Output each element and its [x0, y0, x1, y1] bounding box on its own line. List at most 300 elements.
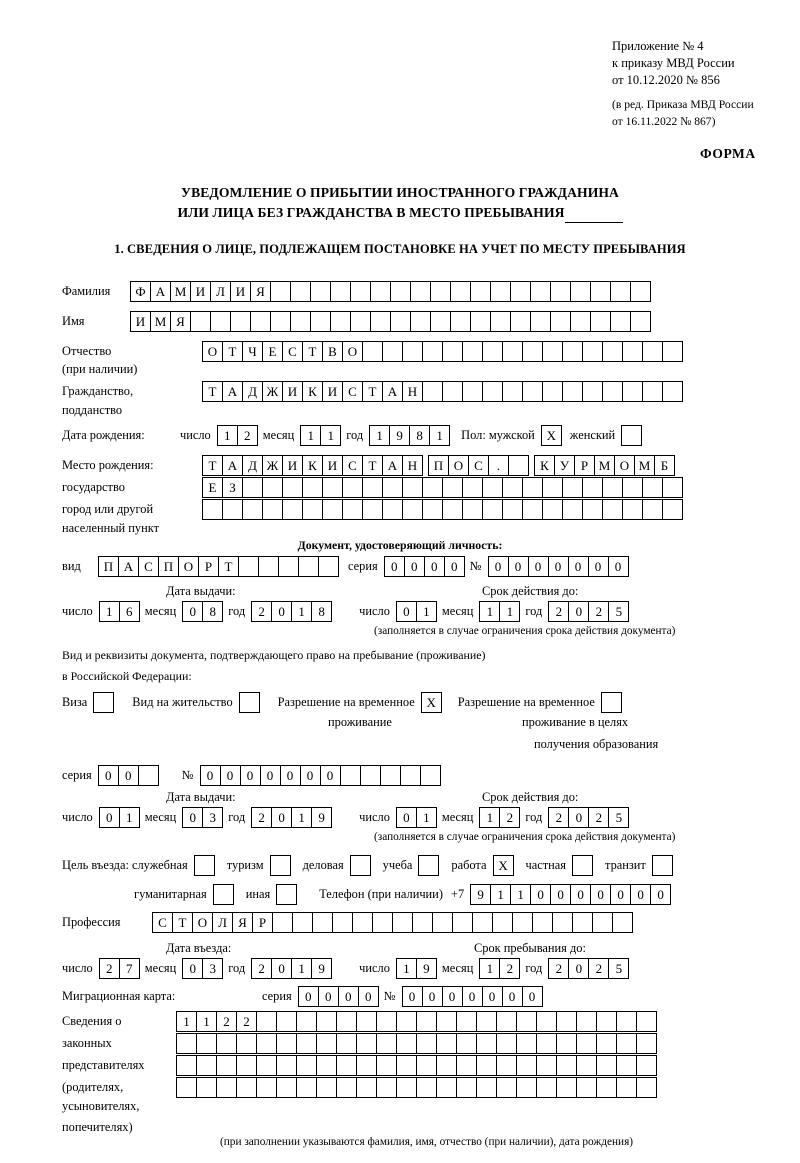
cell[interactable]: [380, 765, 401, 786]
cell[interactable]: [470, 311, 491, 332]
cell[interactable]: 2: [588, 807, 609, 828]
cell[interactable]: [662, 341, 683, 362]
cell[interactable]: [176, 1077, 197, 1098]
cell[interactable]: 1: [196, 1011, 217, 1032]
cell[interactable]: [290, 311, 311, 332]
cell[interactable]: [292, 912, 313, 933]
id-doc-series-input[interactable]: [384, 556, 464, 577]
stay-doc-valid-year-input[interactable]: [548, 807, 628, 828]
cell[interactable]: 1: [499, 601, 520, 622]
cell[interactable]: [596, 1011, 617, 1032]
stay-month-input[interactable]: [479, 958, 519, 979]
birth-place-line-1[interactable]: [202, 455, 674, 476]
cell[interactable]: [276, 1033, 297, 1054]
entry-day-input[interactable]: [99, 958, 139, 979]
cell[interactable]: 0: [570, 884, 591, 905]
cell[interactable]: [490, 311, 511, 332]
cell[interactable]: [342, 499, 363, 520]
cell[interactable]: 1: [369, 425, 390, 446]
cell[interactable]: 2: [99, 958, 120, 979]
cell[interactable]: И: [282, 381, 303, 402]
cell[interactable]: [216, 1077, 237, 1098]
cell[interactable]: [562, 381, 583, 402]
legal-reps-row-3[interactable]: [176, 1055, 656, 1076]
cell[interactable]: [402, 499, 423, 520]
cell[interactable]: [316, 1011, 337, 1032]
purpose-humanitarian-checkbox[interactable]: [213, 884, 234, 905]
cell[interactable]: [412, 912, 433, 933]
cell[interactable]: И: [130, 311, 151, 332]
birth-year-input[interactable]: [369, 425, 449, 446]
cell[interactable]: [622, 499, 643, 520]
cell[interactable]: 0: [444, 556, 465, 577]
sex-male-checkbox[interactable]: Х: [541, 425, 562, 446]
cell[interactable]: [516, 1077, 537, 1098]
cell[interactable]: [456, 1055, 477, 1076]
cell[interactable]: 0: [588, 556, 609, 577]
cell[interactable]: [370, 281, 391, 302]
cell[interactable]: 0: [318, 986, 339, 1007]
cell[interactable]: 0: [260, 765, 281, 786]
cell[interactable]: [576, 1011, 597, 1032]
cell[interactable]: [272, 912, 293, 933]
cell[interactable]: 1: [291, 958, 312, 979]
cell[interactable]: [382, 477, 403, 498]
cell[interactable]: [258, 556, 279, 577]
cell[interactable]: 0: [528, 556, 549, 577]
cell[interactable]: [336, 1077, 357, 1098]
cell[interactable]: [416, 1033, 437, 1054]
cell[interactable]: [390, 281, 411, 302]
cell[interactable]: [420, 765, 441, 786]
cell[interactable]: [476, 1055, 497, 1076]
cell[interactable]: 0: [610, 884, 631, 905]
cell[interactable]: [356, 1077, 377, 1098]
cell[interactable]: У: [554, 455, 575, 476]
cell[interactable]: 1: [291, 601, 312, 622]
cell[interactable]: 1: [320, 425, 341, 446]
stay-year-input[interactable]: [548, 958, 628, 979]
cell[interactable]: 0: [358, 986, 379, 1007]
temp-residence-checkbox[interactable]: Х: [421, 692, 442, 713]
cell[interactable]: [492, 912, 513, 933]
cell[interactable]: [522, 341, 543, 362]
cell[interactable]: [222, 499, 243, 520]
citizenship-input[interactable]: [202, 381, 682, 402]
cell[interactable]: [530, 281, 551, 302]
cell[interactable]: 0: [650, 884, 671, 905]
cell[interactable]: А: [222, 381, 243, 402]
cell[interactable]: [642, 499, 663, 520]
cell[interactable]: 0: [396, 807, 417, 828]
cell[interactable]: [642, 381, 663, 402]
cell[interactable]: [470, 281, 491, 302]
cell[interactable]: 0: [200, 765, 221, 786]
cell[interactable]: [490, 281, 511, 302]
cell[interactable]: 3: [202, 807, 223, 828]
cell[interactable]: 0: [298, 986, 319, 1007]
purpose-private-checkbox[interactable]: [572, 855, 593, 876]
cell[interactable]: 0: [488, 556, 509, 577]
cell[interactable]: [302, 499, 323, 520]
cell[interactable]: [502, 381, 523, 402]
cell[interactable]: [436, 1033, 457, 1054]
cell[interactable]: 8: [202, 601, 223, 622]
cell[interactable]: 9: [389, 425, 410, 446]
cell[interactable]: [596, 1055, 617, 1076]
cell[interactable]: [436, 1011, 457, 1032]
cell[interactable]: [262, 499, 283, 520]
cell[interactable]: [662, 381, 683, 402]
entry-month-input[interactable]: [182, 958, 222, 979]
cell[interactable]: [138, 765, 159, 786]
cell[interactable]: [496, 1033, 517, 1054]
cell[interactable]: [616, 1011, 637, 1032]
cell[interactable]: [372, 912, 393, 933]
cell[interactable]: [596, 1033, 617, 1054]
purpose-other-checkbox[interactable]: [276, 884, 297, 905]
cell[interactable]: А: [150, 281, 171, 302]
cell[interactable]: [430, 311, 451, 332]
cell[interactable]: [576, 1077, 597, 1098]
cell[interactable]: 0: [508, 556, 529, 577]
cell[interactable]: О: [192, 912, 213, 933]
cell[interactable]: 0: [630, 884, 651, 905]
cell[interactable]: Т: [218, 556, 239, 577]
cell[interactable]: [456, 1011, 477, 1032]
cell[interactable]: [310, 281, 331, 302]
cell[interactable]: 2: [216, 1011, 237, 1032]
cell[interactable]: Н: [402, 381, 423, 402]
cell[interactable]: [462, 381, 483, 402]
cell[interactable]: [442, 477, 463, 498]
cell[interactable]: [376, 1055, 397, 1076]
cell[interactable]: [376, 1033, 397, 1054]
cell[interactable]: 1: [416, 807, 437, 828]
cell[interactable]: [236, 1077, 257, 1098]
cell[interactable]: Д: [242, 381, 263, 402]
sex-female-checkbox[interactable]: [621, 425, 642, 446]
cell[interactable]: 0: [482, 986, 503, 1007]
cell[interactable]: [296, 1033, 317, 1054]
cell[interactable]: [256, 1033, 277, 1054]
stay-doc-valid-day-input[interactable]: [396, 807, 436, 828]
cell[interactable]: Е: [202, 477, 223, 498]
cell[interactable]: [616, 1033, 637, 1054]
cell[interactable]: 0: [502, 986, 523, 1007]
cell[interactable]: С: [282, 341, 303, 362]
cell[interactable]: 0: [608, 556, 629, 577]
id-doc-valid-year-input[interactable]: [548, 601, 628, 622]
cell[interactable]: 0: [220, 765, 241, 786]
cell[interactable]: 0: [404, 556, 425, 577]
cell[interactable]: [316, 1077, 337, 1098]
cell[interactable]: [196, 1077, 217, 1098]
cell[interactable]: [570, 311, 591, 332]
cell[interactable]: [542, 341, 563, 362]
cell[interactable]: 0: [568, 958, 589, 979]
cell[interactable]: [336, 1011, 357, 1032]
cell[interactable]: [282, 477, 303, 498]
cell[interactable]: М: [634, 455, 655, 476]
cell[interactable]: [302, 477, 323, 498]
cell[interactable]: Б: [654, 455, 675, 476]
cell[interactable]: [582, 341, 603, 362]
cell[interactable]: 0: [568, 556, 589, 577]
cell[interactable]: [642, 477, 663, 498]
cell[interactable]: [216, 1055, 237, 1076]
cell[interactable]: 0: [271, 601, 292, 622]
cell[interactable]: 0: [182, 807, 203, 828]
cell[interactable]: [296, 1055, 317, 1076]
cell[interactable]: [542, 477, 563, 498]
cell[interactable]: [270, 281, 291, 302]
cell[interactable]: 0: [271, 807, 292, 828]
cell[interactable]: О: [342, 341, 363, 362]
profession-input[interactable]: [152, 912, 632, 933]
cell[interactable]: [416, 1011, 437, 1032]
id-doc-valid-month-input[interactable]: [479, 601, 519, 622]
legal-reps-row-2[interactable]: [176, 1033, 656, 1054]
cell[interactable]: [410, 311, 431, 332]
stay-doc-day-input[interactable]: [99, 807, 139, 828]
cell[interactable]: 1: [291, 807, 312, 828]
cell[interactable]: [376, 1077, 397, 1098]
cell[interactable]: [256, 1055, 277, 1076]
cell[interactable]: [502, 499, 523, 520]
cell[interactable]: [402, 477, 423, 498]
cell[interactable]: [422, 477, 443, 498]
cell[interactable]: Т: [362, 381, 383, 402]
id-doc-number-input[interactable]: [488, 556, 628, 577]
cell[interactable]: [330, 281, 351, 302]
cell[interactable]: С: [468, 455, 489, 476]
cell[interactable]: Р: [574, 455, 595, 476]
cell[interactable]: [536, 1055, 557, 1076]
cell[interactable]: М: [150, 311, 171, 332]
cell[interactable]: 5: [608, 958, 629, 979]
cell[interactable]: [296, 1077, 317, 1098]
cell[interactable]: [416, 1077, 437, 1098]
cell[interactable]: 0: [548, 556, 569, 577]
cell[interactable]: 0: [320, 765, 341, 786]
cell[interactable]: 1: [217, 425, 238, 446]
cell[interactable]: [442, 381, 463, 402]
cell[interactable]: 9: [470, 884, 491, 905]
cell[interactable]: 2: [548, 958, 569, 979]
cell[interactable]: 1: [479, 601, 500, 622]
birth-day-input[interactable]: [217, 425, 257, 446]
cell[interactable]: [362, 477, 383, 498]
cell[interactable]: [562, 341, 583, 362]
cell[interactable]: [276, 1011, 297, 1032]
cell[interactable]: [262, 477, 283, 498]
purpose-tourism-checkbox[interactable]: [270, 855, 291, 876]
cell[interactable]: [610, 311, 631, 332]
cell[interactable]: 0: [118, 765, 139, 786]
cell[interactable]: [556, 1077, 577, 1098]
cell[interactable]: 0: [590, 884, 611, 905]
cell[interactable]: [522, 381, 543, 402]
cell[interactable]: [298, 556, 319, 577]
cell[interactable]: 7: [119, 958, 140, 979]
cell[interactable]: Д: [242, 455, 263, 476]
purpose-study-checkbox[interactable]: [418, 855, 439, 876]
cell[interactable]: [516, 1011, 537, 1032]
cell[interactable]: [270, 311, 291, 332]
cell[interactable]: [276, 1077, 297, 1098]
cell[interactable]: [536, 1011, 557, 1032]
cell[interactable]: О: [178, 556, 199, 577]
cell[interactable]: 1: [176, 1011, 197, 1032]
cell[interactable]: [400, 765, 421, 786]
cell[interactable]: [296, 1011, 317, 1032]
cell[interactable]: Л: [210, 281, 231, 302]
cell[interactable]: [612, 912, 633, 933]
stay-doc-number-input[interactable]: [200, 765, 440, 786]
cell[interactable]: 0: [396, 601, 417, 622]
cell[interactable]: 1: [429, 425, 450, 446]
cell[interactable]: 1: [119, 807, 140, 828]
cell[interactable]: [592, 912, 613, 933]
cell[interactable]: [310, 311, 331, 332]
cell[interactable]: 0: [402, 986, 423, 1007]
cell[interactable]: [432, 912, 453, 933]
cell[interactable]: [450, 311, 471, 332]
cell[interactable]: [356, 1011, 377, 1032]
cell[interactable]: [482, 477, 503, 498]
cell[interactable]: Т: [222, 341, 243, 362]
cell[interactable]: И: [282, 455, 303, 476]
cell[interactable]: [476, 1033, 497, 1054]
cell[interactable]: [502, 477, 523, 498]
cell[interactable]: А: [222, 455, 243, 476]
edu-residence-checkbox[interactable]: [601, 692, 622, 713]
cell[interactable]: 0: [338, 986, 359, 1007]
id-doc-month-input[interactable]: [182, 601, 222, 622]
cell[interactable]: 0: [99, 807, 120, 828]
cell[interactable]: [570, 281, 591, 302]
cell[interactable]: [242, 499, 263, 520]
cell[interactable]: [356, 1055, 377, 1076]
cell[interactable]: [532, 912, 553, 933]
cell[interactable]: [422, 381, 443, 402]
cell[interactable]: 0: [300, 765, 321, 786]
cell[interactable]: 0: [424, 556, 445, 577]
cell[interactable]: [556, 1011, 577, 1032]
cell[interactable]: К: [302, 381, 323, 402]
cell[interactable]: [510, 281, 531, 302]
cell[interactable]: [502, 341, 523, 362]
cell[interactable]: О: [614, 455, 635, 476]
cell[interactable]: [382, 499, 403, 520]
cell[interactable]: [462, 499, 483, 520]
cell[interactable]: [496, 1055, 517, 1076]
cell[interactable]: И: [190, 281, 211, 302]
cell[interactable]: С: [342, 455, 363, 476]
phone-input[interactable]: [470, 884, 670, 905]
cell[interactable]: [210, 311, 231, 332]
cell[interactable]: [550, 281, 571, 302]
cell[interactable]: [472, 912, 493, 933]
cell[interactable]: [522, 499, 543, 520]
cell[interactable]: [476, 1077, 497, 1098]
cell[interactable]: 2: [588, 601, 609, 622]
cell[interactable]: О: [202, 341, 223, 362]
purpose-business-checkbox[interactable]: [350, 855, 371, 876]
cell[interactable]: 8: [409, 425, 430, 446]
cell[interactable]: [250, 311, 271, 332]
cell[interactable]: 1: [479, 807, 500, 828]
cell[interactable]: [450, 281, 471, 302]
cell[interactable]: 0: [271, 958, 292, 979]
cell[interactable]: [190, 311, 211, 332]
cell[interactable]: М: [594, 455, 615, 476]
cell[interactable]: 0: [568, 601, 589, 622]
cell[interactable]: [376, 1011, 397, 1032]
cell[interactable]: 2: [251, 958, 272, 979]
cell[interactable]: 5: [608, 601, 629, 622]
cell[interactable]: 0: [182, 958, 203, 979]
cell[interactable]: [396, 1033, 417, 1054]
cell[interactable]: [282, 499, 303, 520]
cell[interactable]: [452, 912, 473, 933]
cell[interactable]: И: [230, 281, 251, 302]
cell[interactable]: [340, 765, 361, 786]
cell[interactable]: Р: [252, 912, 273, 933]
cell[interactable]: [662, 477, 683, 498]
cell[interactable]: [556, 1055, 577, 1076]
cell[interactable]: [360, 765, 381, 786]
cell[interactable]: 0: [550, 884, 571, 905]
cell[interactable]: [602, 341, 623, 362]
cell[interactable]: 0: [384, 556, 405, 577]
cell[interactable]: [616, 1055, 637, 1076]
cell[interactable]: [230, 311, 251, 332]
patronymic-input[interactable]: [202, 341, 682, 362]
cell[interactable]: [550, 311, 571, 332]
cell[interactable]: [542, 381, 563, 402]
cell[interactable]: [402, 341, 423, 362]
cell[interactable]: [542, 499, 563, 520]
cell[interactable]: [278, 556, 299, 577]
cell[interactable]: 2: [548, 807, 569, 828]
cell[interactable]: [196, 1033, 217, 1054]
cell[interactable]: [582, 499, 603, 520]
cell[interactable]: [236, 1033, 257, 1054]
cell[interactable]: [322, 499, 343, 520]
birth-place-line-2[interactable]: [202, 477, 682, 498]
cell[interactable]: 0: [568, 807, 589, 828]
cell[interactable]: [562, 499, 583, 520]
cell[interactable]: [482, 341, 503, 362]
cell[interactable]: 1: [300, 425, 321, 446]
cell[interactable]: [216, 1033, 237, 1054]
cell[interactable]: [352, 912, 373, 933]
cell[interactable]: П: [428, 455, 449, 476]
cell[interactable]: [630, 281, 651, 302]
cell[interactable]: 1: [99, 601, 120, 622]
cell[interactable]: [512, 912, 533, 933]
cell[interactable]: К: [302, 455, 323, 476]
cell[interactable]: Ж: [262, 381, 283, 402]
migration-card-number-input[interactable]: [402, 986, 542, 1007]
cell[interactable]: П: [158, 556, 179, 577]
cell[interactable]: [350, 281, 371, 302]
cell[interactable]: [362, 341, 383, 362]
cell[interactable]: [536, 1033, 557, 1054]
cell[interactable]: Я: [232, 912, 253, 933]
